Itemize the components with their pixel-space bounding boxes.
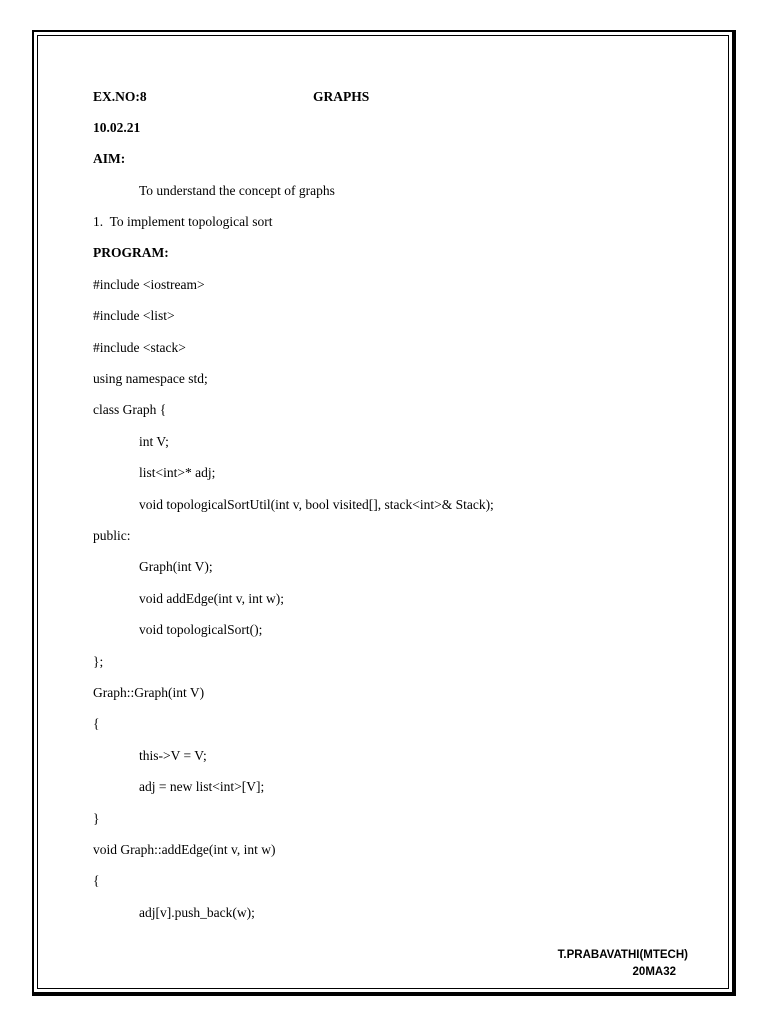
- document-title: GRAPHS: [313, 89, 370, 104]
- code-line: Graph::Graph(int V): [93, 685, 205, 700]
- task-item: 1. To implement topological sort: [93, 214, 273, 229]
- exercise-number: EX.NO:8: [93, 89, 147, 104]
- program-heading: PROGRAM:: [93, 245, 169, 260]
- code-line: void topologicalSortUtil(int v, bool visited[], stack<int>& Stack);: [139, 497, 494, 512]
- code-line: Graph(int V);: [139, 559, 213, 574]
- code-line: #include <list>: [93, 308, 175, 323]
- code-line: adj = new list<int>[V];: [139, 779, 265, 794]
- code-line: using namespace std;: [93, 371, 208, 386]
- code-line: int V;: [139, 434, 169, 449]
- code-line: {: [93, 873, 100, 888]
- code-line: list<int>* adj;: [139, 465, 216, 480]
- exercise-date: 10.02.21: [93, 120, 141, 135]
- code-line: void addEdge(int v, int w);: [139, 591, 284, 606]
- code-line: void topologicalSort();: [139, 622, 263, 637]
- code-line: this->V = V;: [139, 748, 207, 763]
- footer-author: T.PRABAVATHI(MTECH): [557, 949, 688, 961]
- code-line: class Graph {: [93, 402, 167, 417]
- code-line: public:: [93, 528, 131, 543]
- footer-code: 20MA32: [632, 966, 676, 978]
- code-line: #include <iostream>: [93, 277, 205, 292]
- code-line: };: [93, 654, 104, 669]
- code-line: adj[v].push_back(w);: [139, 905, 255, 920]
- code-line: void Graph::addEdge(int v, int w): [93, 842, 276, 857]
- aim-text: To understand the concept of graphs: [139, 183, 335, 198]
- code-line: #include <stack>: [93, 340, 186, 355]
- code-line: }: [93, 811, 100, 826]
- aim-heading: AIM:: [93, 151, 126, 166]
- code-line: {: [93, 716, 100, 731]
